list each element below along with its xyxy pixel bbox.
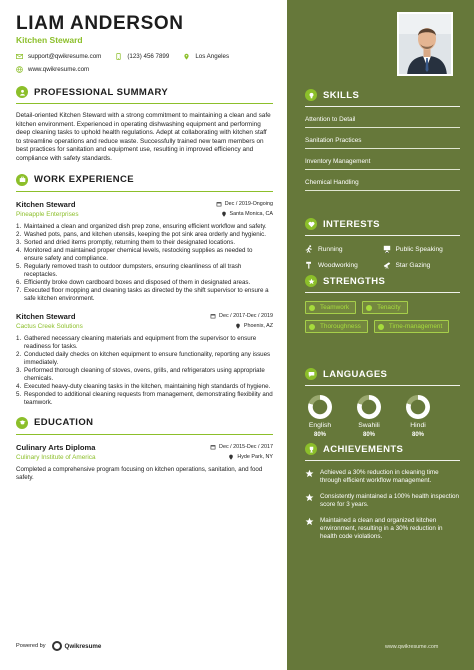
phone-text: (123) 456 7899 [127, 53, 170, 60]
skill-item [305, 158, 460, 170]
achievement-text: Achieved a 30% reduction in cleaning time through efficient workflow management. [320, 469, 439, 484]
footer [16, 641, 101, 651]
skill-label: Inventory Management [305, 158, 371, 165]
skill-label: Sanitation Practices [305, 137, 362, 144]
briefcase-icon [16, 174, 28, 186]
bullet-item: 3. Performed thorough cleaning of stoves, ovens, grills, and refrigerators using appropriate chemicals. [16, 366, 265, 382]
education-title: EDUCATION [34, 417, 94, 429]
skill-bar [305, 169, 460, 170]
bullet-item: 1. Gathered necessary cleaning materials and equipment from the supervisor to ensure readiness for tasks. [16, 334, 257, 350]
languages-title: LANGUAGES [323, 368, 388, 380]
map-pin-icon [228, 454, 234, 460]
company-name: Cactus Creek Solutions [16, 322, 83, 330]
user-icon [16, 86, 28, 98]
experience-divider [16, 191, 273, 192]
chip-dot-icon [366, 305, 372, 311]
email-icon [16, 53, 23, 60]
degree-name: Culinary Arts Diploma [16, 442, 96, 452]
strength-chip [305, 301, 356, 314]
education-entry [16, 443, 273, 482]
interest-item [383, 245, 461, 253]
interest-label: Woodworking [318, 261, 358, 269]
skill-bar [305, 127, 460, 128]
language-progress-ring [357, 395, 381, 419]
interests-section [305, 218, 460, 269]
bullet-item: 6. Efficiently broke down cardboard boxes and disposed of them in designated areas. [16, 278, 251, 286]
company-name: Pineapple Enterprises [16, 210, 79, 218]
achievement-text: Consistently maintained a 100% health inspection score for 3 years. [320, 493, 459, 508]
footer-website[interactable]: www.qwikresume.com [385, 644, 439, 650]
phone-item[interactable] [115, 53, 169, 60]
website-row [16, 66, 273, 73]
school-location [228, 454, 273, 461]
strengths-divider [305, 292, 460, 293]
education-date-text: Dec / 2015-Dec / 2017 [219, 443, 273, 450]
chip-dot-icon [378, 324, 384, 330]
job-bullets [16, 335, 273, 407]
strengths-title: STRENGTHS [323, 275, 386, 287]
languages-divider [305, 385, 460, 386]
email-text: support@qwikresume.com [28, 53, 102, 60]
education-heading [16, 417, 273, 429]
strength-chip [374, 320, 449, 333]
map-pin-icon [221, 211, 227, 217]
skills-section [305, 89, 460, 191]
calendar-icon [216, 201, 222, 207]
language-level: 80% [411, 432, 424, 438]
bullet-item: 3. Sorted and dried items promptly, returning them to their designated locations. [16, 238, 236, 246]
achievements-divider [305, 460, 460, 461]
interest-label: Star Gazing [395, 261, 431, 269]
bullet-item: 7. Executed floor mopping and cleaning tasks as directed by the shift supervisor to ensure a safe kitchen environment. [16, 286, 269, 302]
achievements-title: ACHIEVEMENTS [323, 443, 404, 455]
strength-label: Tenacity [377, 304, 401, 311]
job-date-text: Dec / 2017-Dec / 2019 [219, 312, 273, 319]
profile-photo [397, 12, 453, 76]
chip-dot-icon [309, 305, 315, 311]
language-item [354, 395, 384, 438]
map-pin-icon [183, 53, 190, 60]
interests-divider [305, 235, 460, 236]
phone-icon [115, 53, 122, 60]
job-title: Kitchen Steward [16, 199, 76, 209]
language-name: Hindi [410, 422, 426, 429]
website-text: www.qwikresume.com [28, 66, 90, 73]
skills-divider [305, 106, 460, 107]
heart-icon [305, 218, 317, 230]
language-progress-ring [308, 395, 332, 419]
email-item[interactable] [16, 53, 101, 60]
graduation-cap-icon [16, 417, 28, 429]
achievement-item [305, 469, 460, 485]
powered-by-label: Powered by [16, 643, 46, 649]
summary-text: Detail-oriented Kitchen Steward with a strong commitment to maintaining a clean and safe kitchen environment. Experienced in operating dishwashing equipment and performing deep cleaning tasks to uphold health regulations. Adept at collaborating with kitchen staff to streamline operations and reduce waste. Successfully trained new team members on best practices for sanitation and equipment use, resulting in improved efficiency and compliance with safety standards. [16, 112, 271, 162]
job-entry [16, 200, 273, 303]
job-date [216, 201, 273, 207]
interest-item [383, 261, 461, 269]
bullet-item: 2. Washed pots, pans, and kitchen utensils, keeping the pot sink area orderly and hygienic. [16, 230, 266, 238]
language-name: Swahili [358, 422, 380, 429]
calendar-icon [210, 444, 216, 450]
bullet-item: 4. Monitored and maintained proper chemical levels, restocking supplies as needed to ensure safety and compliance. [16, 246, 253, 262]
job-date-text: Dec / 2019-Ongoing [224, 200, 273, 207]
star-badge-icon [305, 493, 314, 502]
education-divider [16, 434, 273, 435]
interests-list [305, 245, 460, 269]
interests-title: INTERESTS [323, 218, 380, 230]
skill-item [305, 137, 460, 149]
location-item [183, 53, 229, 60]
strength-chip [362, 301, 407, 314]
interest-item [305, 245, 383, 253]
job-bullets [16, 223, 273, 303]
summary-title: PROFESSIONAL SUMMARY [34, 86, 169, 98]
experience-heading [16, 174, 273, 186]
hammer-icon [305, 261, 313, 269]
skill-bar [305, 190, 460, 191]
star-badge-icon [305, 517, 314, 526]
job-location [235, 323, 273, 330]
trophy-icon [305, 443, 317, 455]
sidebar [287, 0, 474, 670]
achievement-text: Maintained a clean and organized kitchen environment, resulting in a 30% reduction in health code violations. [320, 517, 443, 540]
job-entry [16, 312, 273, 407]
footer-brand[interactable]: Qwikresume [64, 642, 102, 650]
language-item [403, 395, 433, 438]
chip-dot-icon [309, 324, 315, 330]
language-level: 80% [362, 432, 375, 438]
bullet-item: 4. Executed heavy-duty cleaning tasks in the kitchen, maintaining high standards of hygiene. [16, 382, 271, 390]
achievement-item [305, 517, 460, 541]
job-location-text: Phoenix, AZ [243, 323, 273, 330]
qwikresume-logo-icon [52, 641, 62, 651]
skill-bar [305, 148, 460, 149]
bullet-item: 5. Responded to additional cleaning requests from management, demonstrating flexibility and teamwork. [16, 390, 273, 406]
website-item[interactable] [16, 66, 89, 73]
skill-item [305, 116, 460, 128]
language-progress-ring [406, 395, 430, 419]
experience-title: WORK EXPERIENCE [34, 174, 134, 186]
strengths-section [305, 275, 460, 339]
globe-icon [16, 66, 23, 73]
location-text: Los Angeles [195, 53, 230, 60]
strengths-list [305, 301, 460, 339]
skills-title: SKILLS [323, 89, 360, 101]
bullet-item: 2. Conducted daily checks on kitchen equipment to ensure functionality, reporting any issues immediately. [16, 350, 271, 366]
skill-item [305, 179, 460, 191]
languages-section [305, 368, 460, 438]
job-location [221, 211, 273, 218]
lightbulb-icon [305, 89, 317, 101]
strength-chip [305, 320, 368, 333]
skill-label: Chemical Handling [305, 179, 359, 186]
strength-label: Time-management [388, 323, 443, 330]
interest-item [305, 261, 383, 269]
calendar-icon [210, 313, 216, 319]
star-badge-icon [305, 469, 314, 478]
candidate-name: LIAM ANDERSON [16, 13, 184, 34]
job-title: Kitchen Steward [16, 311, 76, 321]
interest-label: Public Speaking [395, 245, 443, 253]
language-name: English [308, 422, 332, 429]
strength-label: Thoroughness [320, 323, 361, 330]
candidate-title: Kitchen Steward [16, 35, 83, 45]
job-date [210, 313, 273, 319]
skill-label: Attention to Detail [305, 116, 356, 123]
summary-divider [16, 103, 273, 104]
achievements-section [305, 443, 460, 541]
presentation-icon [383, 245, 391, 253]
languages-list [305, 395, 433, 438]
telescope-icon [383, 261, 391, 269]
bullet-item: 1. Maintained a clean and organized dish prep zone, ensuring efficient workflow and safety. [16, 222, 267, 230]
speech-bubble-icon [305, 368, 317, 380]
school-location-text: Hyde Park, NY [237, 454, 273, 461]
summary-heading [16, 86, 273, 98]
language-item [305, 395, 335, 438]
running-icon [305, 245, 313, 253]
education-description: Completed a comprehensive program focusing on kitchen operations, sanitation, and food safety. [16, 465, 263, 481]
language-level: 80% [313, 432, 326, 438]
interest-label: Running [318, 245, 343, 253]
bullet-item: 5. Regularly removed trash to outdoor dumpsters, ensuring cleanliness of all trash receptacles. [16, 262, 242, 278]
contact-row [16, 53, 273, 60]
job-location-text: Santa Monica, CA [229, 211, 273, 218]
school-name: Culinary Institute of America [16, 453, 96, 461]
achievement-item [305, 493, 460, 509]
star-icon [305, 275, 317, 287]
map-pin-icon [235, 323, 241, 329]
strength-label: Teamwork [320, 304, 350, 311]
education-date [210, 444, 273, 450]
